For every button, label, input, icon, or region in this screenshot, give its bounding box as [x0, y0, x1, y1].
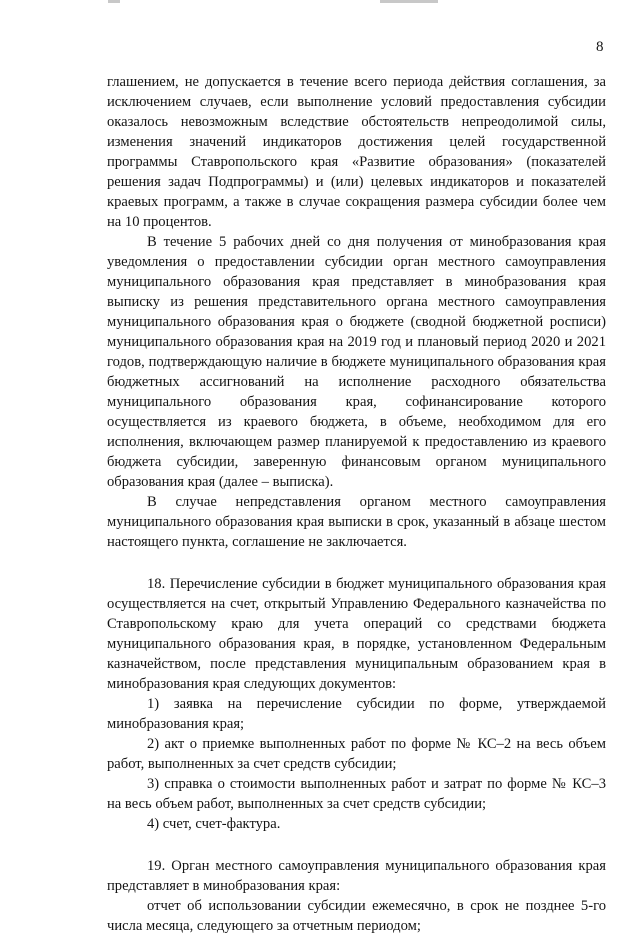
paragraph-clause-19: 19. Орган местного самоуправления муниципального образования края представляет в минобразования края:	[107, 858, 606, 894]
list-item-ks2-act: 2) акт о приемке выполненных работ по форме № КС–2 на весь объем работ, выполненных за счет средств субсидии;	[107, 736, 606, 772]
header-scan-mark-left	[108, 0, 120, 3]
paragraph-clause-18: 18. Перечисление субсидии в бюджет муниципального образования края осуществляется на счет, открытый Управлению Федерального казначейства по Ставропольскому краю для учета операций со средствами бюджета муниципального образования края, в порядке, установленном Федеральным казначейством, после представления муниципальным образованием края в минобразования края следующих документов:	[107, 576, 606, 692]
page-number: 8	[596, 39, 604, 55]
paragraph-monthly-report: отчет об использовании субсидии ежемесячно, в срок не позднее 5-го числа месяца, следующего за отчетным периодом;	[107, 898, 606, 934]
list-item-application: 1) заявка на перечисление субсидии по форме, утверждаемой минобразования края;	[107, 696, 606, 732]
paragraph-continuation: глашением, не допускается в течение всего периода действия соглашения, за исключением случаев, если выполнение условий предоставления субсидии оказалось невозможным вследствие обстоятельств непреодолимой силы, изменения значений индикаторов достижения целей государственной программы Ставропольского края «Развитие образования» (показателей решения задач Подпрограммы) и (или) целевых индикаторов и показателей краевых программ, а также в случае сокращения размера субсидии более чем на 10 процентов.	[107, 74, 606, 230]
list-item-ks3-certificate: 3) справка о стоимости выполненных работ и затрат по форме № КС–3 на весь объем работ, выполненных за счет средств субсидии;	[107, 776, 606, 812]
paragraph-extract-submission: В течение 5 рабочих дней со дня получения от минобразования края уведомления о предоставлении субсидии орган местного самоуправления муниципального образования края представляет в минобразования края выписку из решения представительного органа местного самоуправления муниципального образования края о бюджете (сводной бюджетной росписи) муниципального образования края на 2019 год и плановый период 2020 и 2021 годов, подтверждающую наличие в бюджете муниципального образования края бюджетных ассигнований на исполнение расходного обязательства муниципального образования края, софинансирование которого осуществляется из краевого бюджета, в объеме, необходимом для его исполнения, включающем размер планируемой к предоставлению из краевого бюджета субсидии, заверенную финансовым органом муниципального образования края (далее – выписка).	[107, 234, 606, 490]
document-body	[107, 72, 606, 936]
paragraph-non-submission: В случае непредставления органом местного самоуправления муниципального образования края выписки в срок, указанный в абзаце шестом настоящего пункта, соглашение не заключается.	[107, 494, 606, 550]
list-item-invoice: 4) счет, счет-фактура.	[147, 816, 281, 832]
header-scan-mark-center	[380, 0, 438, 3]
